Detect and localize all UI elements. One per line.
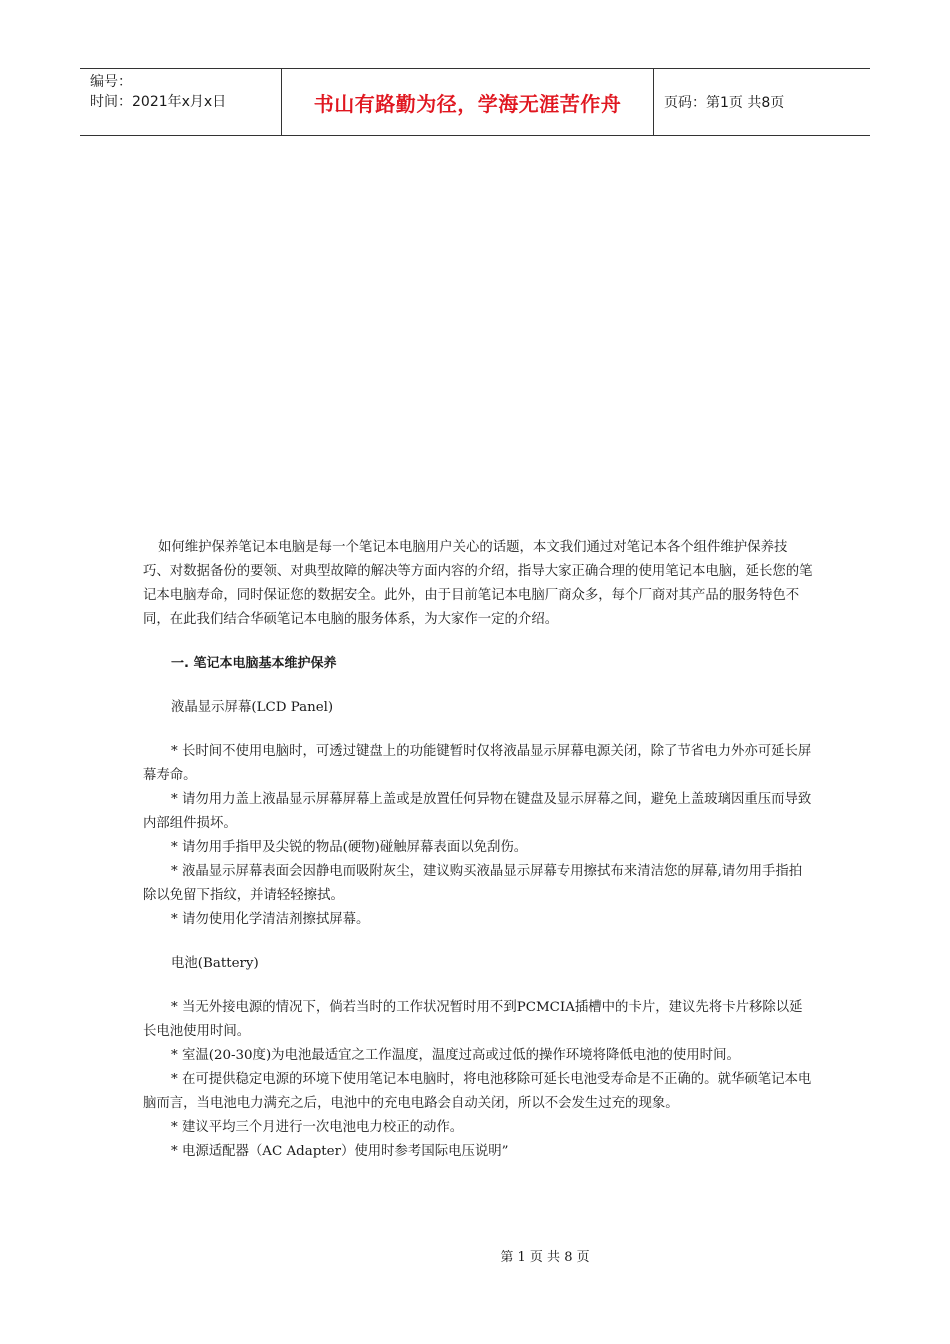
battery-subsection-title: 电池(Battery) — [171, 956, 259, 971]
lcd-item-5: * 请勿使用化学清洁剂擦拭屏幕。 — [171, 912, 370, 927]
lcd-item-2: * 请勿用力盖上液晶显示屏幕屏幕上盖或是放置任何异物在键盘及显示屏幕之间，避免上盖玻璃因重压而导致内部组件损坏。 — [143, 792, 812, 831]
lcd-subsection-title: 液晶显示屏幕(LCD Panel) — [171, 700, 334, 715]
header-page-info: 页码：第1页 共8页 — [664, 95, 785, 111]
battery-item-2: * 室温(20-30度)为电池最适宜之工作温度，温度过高或过低的操作环境将降低电池的使用时间。 — [171, 1048, 740, 1063]
battery-item-4: * 建议平均三个月进行一次电池电力校正的动作。 — [171, 1120, 464, 1135]
header-meta-cell — [80, 69, 282, 135]
battery-item-5: * 电源适配器（AC Adapter）使用时参考国际电压说明” — [171, 1144, 509, 1159]
lcd-item-3: * 请勿用手指甲及尖锐的物品(硬物)碰触屏幕表面以免刮伤。 — [171, 840, 528, 855]
intro-paragraph: 如何维护保养笔记本电脑是每一个笔记本电脑用户关心的话题，本文我们通过对笔记本各个组件维护保养技巧、对数据备份的要领、对典型故障的解决等方面内容的介绍，指导大家正确合理的使用笔记本电脑，延长您的笔记本电脑寿命，同时保证您的数据安全。此外，由于目前笔记本电脑厂商众多，每个厂商对其产品的服务特色不同，在此我们结合华硕笔记本电脑的服务体系，为大家作一定的介绍。 — [143, 540, 813, 627]
number-label: 编号： — [90, 74, 132, 90]
section-title: 一. 笔记本电脑基本维护保养 — [171, 656, 337, 671]
lcd-item-1: * 长时间不使用电脑时，可透过键盘上的功能键暂时仅将液晶显示屏幕电源关闭，除了节省电力外亦可延长屏幕寿命。 — [143, 744, 812, 783]
page-footer: 第 1 页 共 8 页 — [500, 1250, 590, 1265]
header-motto: 书山有路勤为径，学海无涯苦作舟 — [282, 69, 654, 135]
battery-item-1: * 当无外接电源的情况下，倘若当时的工作状况暂时用不到PCMCIA插槽中的卡片，建议先将卡片移除以延长电池使用时间。 — [143, 1000, 803, 1039]
document-body — [143, 536, 813, 1164]
document-header — [80, 68, 870, 136]
time-label: 时间：2021年x月x日 — [90, 94, 227, 110]
battery-item-3: * 在可提供稳定电源的环境下使用笔记本电脑时，将电池移除可延长电池受寿命是不正确的。就华硕笔记本电脑而言，当电池电力满充之后，电池中的充电电路会自动关闭，所以不会发生过充的现象。 — [143, 1072, 812, 1111]
lcd-item-4: * 液晶显示屏幕表面会因静电而吸附灰尘，建议购买液晶显示屏幕专用擦拭布来清洁您的屏幕,请勿用手指拍除以免留下指纹，并请轻轻擦拭。 — [143, 864, 803, 903]
